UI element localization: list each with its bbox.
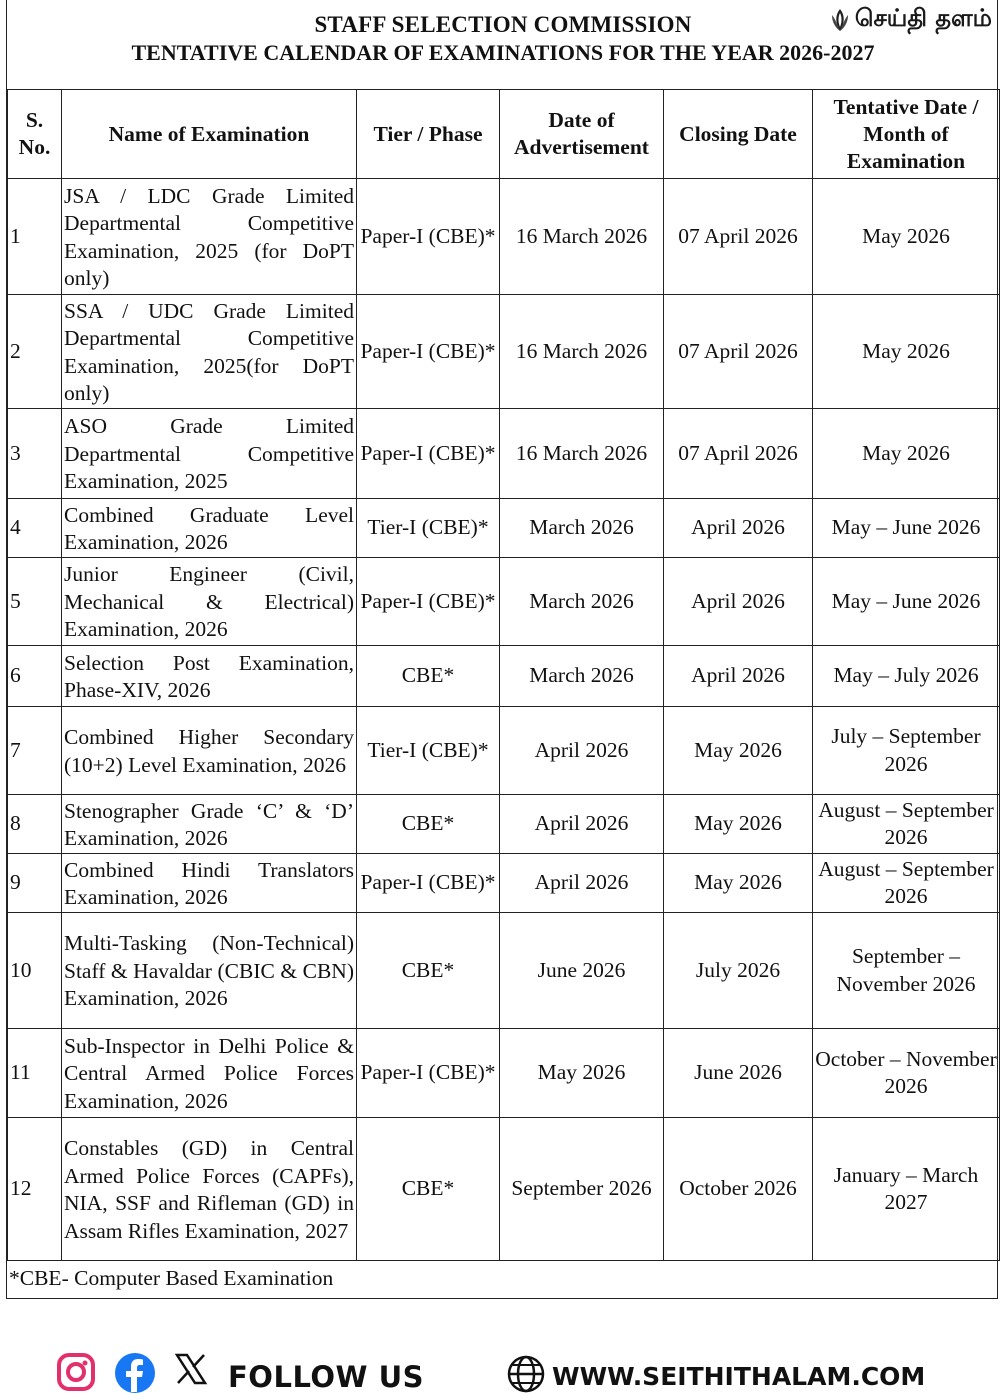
- sno-cell: 2: [8, 295, 62, 409]
- exam-name-cell: JSA / LDC Grade Limited Departmental Competitive Examination, 2025 (for DoPT only): [62, 179, 357, 295]
- globe-icon: [506, 1354, 546, 1394]
- table-row: [8, 646, 1000, 707]
- exam-calendar-table: [7, 89, 1000, 1261]
- table-row: [8, 854, 1000, 913]
- exam-date-cell: May 2026: [813, 295, 1000, 409]
- sno-cell: 3: [8, 409, 62, 499]
- closing-date-cell: July 2026: [664, 913, 813, 1029]
- calendar-sheet: [6, 0, 998, 1299]
- col-header-closing: Closing Date: [664, 90, 813, 179]
- follow-us-label: FOLLOW US: [228, 1360, 425, 1394]
- closing-date-cell: 07 April 2026: [664, 409, 813, 499]
- table-row: [8, 179, 1000, 295]
- exam-name-cell: Stenographer Grade ‘C’ & ‘D’ Examination, 2026: [62, 795, 357, 854]
- exam-date-cell: May – June 2026: [813, 558, 1000, 646]
- tier-cell: Tier-I (CBE)*: [357, 707, 500, 795]
- table-row: [8, 409, 1000, 499]
- closing-date-cell: April 2026: [664, 499, 813, 558]
- exam-name-cell: ASO Grade Limited Departmental Competitive Examination, 2025: [62, 409, 357, 499]
- sno-cell: 7: [8, 707, 62, 795]
- col-header-exam-date: Tentative Date / Month of Examination: [813, 90, 1000, 179]
- exam-date-cell: January – March 2027: [813, 1118, 1000, 1261]
- table-row: [8, 499, 1000, 558]
- tier-cell: CBE*: [357, 646, 500, 707]
- col-header-name: Name of Examination: [62, 90, 357, 179]
- exam-name-cell: Combined Graduate Level Examination, 2026: [62, 499, 357, 558]
- closing-date-cell: October 2026: [664, 1118, 813, 1261]
- table-row: [8, 295, 1000, 409]
- website-link[interactable]: WWW.SEITHITHALAM.COM: [552, 1362, 926, 1391]
- advertisement-date-cell: 16 March 2026: [500, 295, 664, 409]
- tier-cell: Paper-I (CBE)*: [357, 1029, 500, 1118]
- lotus-icon: [829, 7, 851, 33]
- brand-name: செய்தி தளம்: [854, 4, 992, 32]
- table-row: [8, 1029, 1000, 1118]
- closing-date-cell: 07 April 2026: [664, 179, 813, 295]
- exam-date-cell: May 2026: [813, 409, 1000, 499]
- exam-date-cell: May 2026: [813, 179, 1000, 295]
- sno-cell: 4: [8, 499, 62, 558]
- exam-name-cell: Junior Engineer (Civil, Mechanical & Electrical) Examination, 2026: [62, 558, 357, 646]
- table-header-row: [8, 90, 1000, 179]
- brand-logo: [829, 4, 992, 35]
- exam-name-cell: Constables (GD) in Central Armed Police Forces (CAPFs), NIA, SSF and Rifleman (GD) in Assam Rifles Examination, 2027: [62, 1118, 357, 1261]
- exam-date-cell: August – September 2026: [813, 795, 1000, 854]
- advertisement-date-cell: 16 March 2026: [500, 179, 664, 295]
- advertisement-date-cell: June 2026: [500, 913, 664, 1029]
- advertisement-date-cell: April 2026: [500, 707, 664, 795]
- closing-date-cell: April 2026: [664, 558, 813, 646]
- closing-date-cell: May 2026: [664, 707, 813, 795]
- tier-cell: Tier-I (CBE)*: [357, 499, 500, 558]
- exam-name-cell: Multi-Tasking (Non-Technical) Staff & Havaldar (CBIC & CBN) Examination, 2026: [62, 913, 357, 1029]
- advertisement-date-cell: March 2026: [500, 499, 664, 558]
- sno-cell: 8: [8, 795, 62, 854]
- closing-date-cell: June 2026: [664, 1029, 813, 1118]
- exam-name-cell: Combined Hindi Translators Examination, 2026: [62, 854, 357, 913]
- col-header-advertisement: Date of Advertisement: [500, 90, 664, 179]
- calendar-title: TENTATIVE CALENDAR OF EXAMINATIONS FOR THE YEAR 2026-2027: [131, 40, 875, 65]
- tier-cell: Paper-I (CBE)*: [357, 295, 500, 409]
- closing-date-cell: May 2026: [664, 795, 813, 854]
- x-icon[interactable]: [174, 1352, 208, 1386]
- facebook-icon[interactable]: [114, 1352, 156, 1394]
- table-row: [8, 707, 1000, 795]
- tier-cell: Paper-I (CBE)*: [357, 409, 500, 499]
- tier-cell: Paper-I (CBE)*: [357, 558, 500, 646]
- sno-cell: 6: [8, 646, 62, 707]
- exam-name-cell: SSA / UDC Grade Limited Departmental Competitive Examination, 2025(for DoPT only): [62, 295, 357, 409]
- advertisement-date-cell: September 2026: [500, 1118, 664, 1261]
- tier-cell: CBE*: [357, 795, 500, 854]
- commission-title: STAFF SELECTION COMMISSION: [314, 12, 692, 37]
- col-header-tier: Tier / Phase: [357, 90, 500, 179]
- exam-date-cell: May – June 2026: [813, 499, 1000, 558]
- sno-cell: 10: [8, 913, 62, 1029]
- exam-name-cell: Combined Higher Secondary (10+2) Level Examination, 2026: [62, 707, 357, 795]
- exam-date-cell: May – July 2026: [813, 646, 1000, 707]
- exam-name-cell: Sub-Inspector in Delhi Police & Central Armed Police Forces Examination, 2026: [62, 1029, 357, 1118]
- tier-cell: CBE*: [357, 1118, 500, 1261]
- tier-cell: CBE*: [357, 913, 500, 1029]
- closing-date-cell: 07 April 2026: [664, 295, 813, 409]
- table-row: [8, 913, 1000, 1029]
- instagram-icon[interactable]: [56, 1352, 96, 1392]
- advertisement-date-cell: April 2026: [500, 795, 664, 854]
- exam-date-cell: September – November 2026: [813, 913, 1000, 1029]
- advertisement-date-cell: May 2026: [500, 1029, 664, 1118]
- tier-cell: Paper-I (CBE)*: [357, 179, 500, 295]
- advertisement-date-cell: April 2026: [500, 854, 664, 913]
- sno-cell: 5: [8, 558, 62, 646]
- sno-cell: 9: [8, 854, 62, 913]
- table-row: [8, 795, 1000, 854]
- sno-cell: 12: [8, 1118, 62, 1261]
- footnote: *CBE- Computer Based Examination: [9, 1266, 334, 1290]
- tier-cell: Paper-I (CBE)*: [357, 854, 500, 913]
- advertisement-date-cell: March 2026: [500, 558, 664, 646]
- table-row: [8, 558, 1000, 646]
- closing-date-cell: May 2026: [664, 854, 813, 913]
- advertisement-date-cell: March 2026: [500, 646, 664, 707]
- exam-date-cell: July – September 2026: [813, 707, 1000, 795]
- exam-date-cell: October – November 2026: [813, 1029, 1000, 1118]
- col-header-sno: S. No.: [8, 90, 62, 179]
- closing-date-cell: April 2026: [664, 646, 813, 707]
- sno-cell: 11: [8, 1029, 62, 1118]
- sno-cell: 1: [8, 179, 62, 295]
- exam-date-cell: August – September 2026: [813, 854, 1000, 913]
- advertisement-date-cell: 16 March 2026: [500, 409, 664, 499]
- table-row: [8, 1118, 1000, 1261]
- social-footer: [0, 1352, 1000, 1398]
- exam-name-cell: Selection Post Examination, Phase-XIV, 2026: [62, 646, 357, 707]
